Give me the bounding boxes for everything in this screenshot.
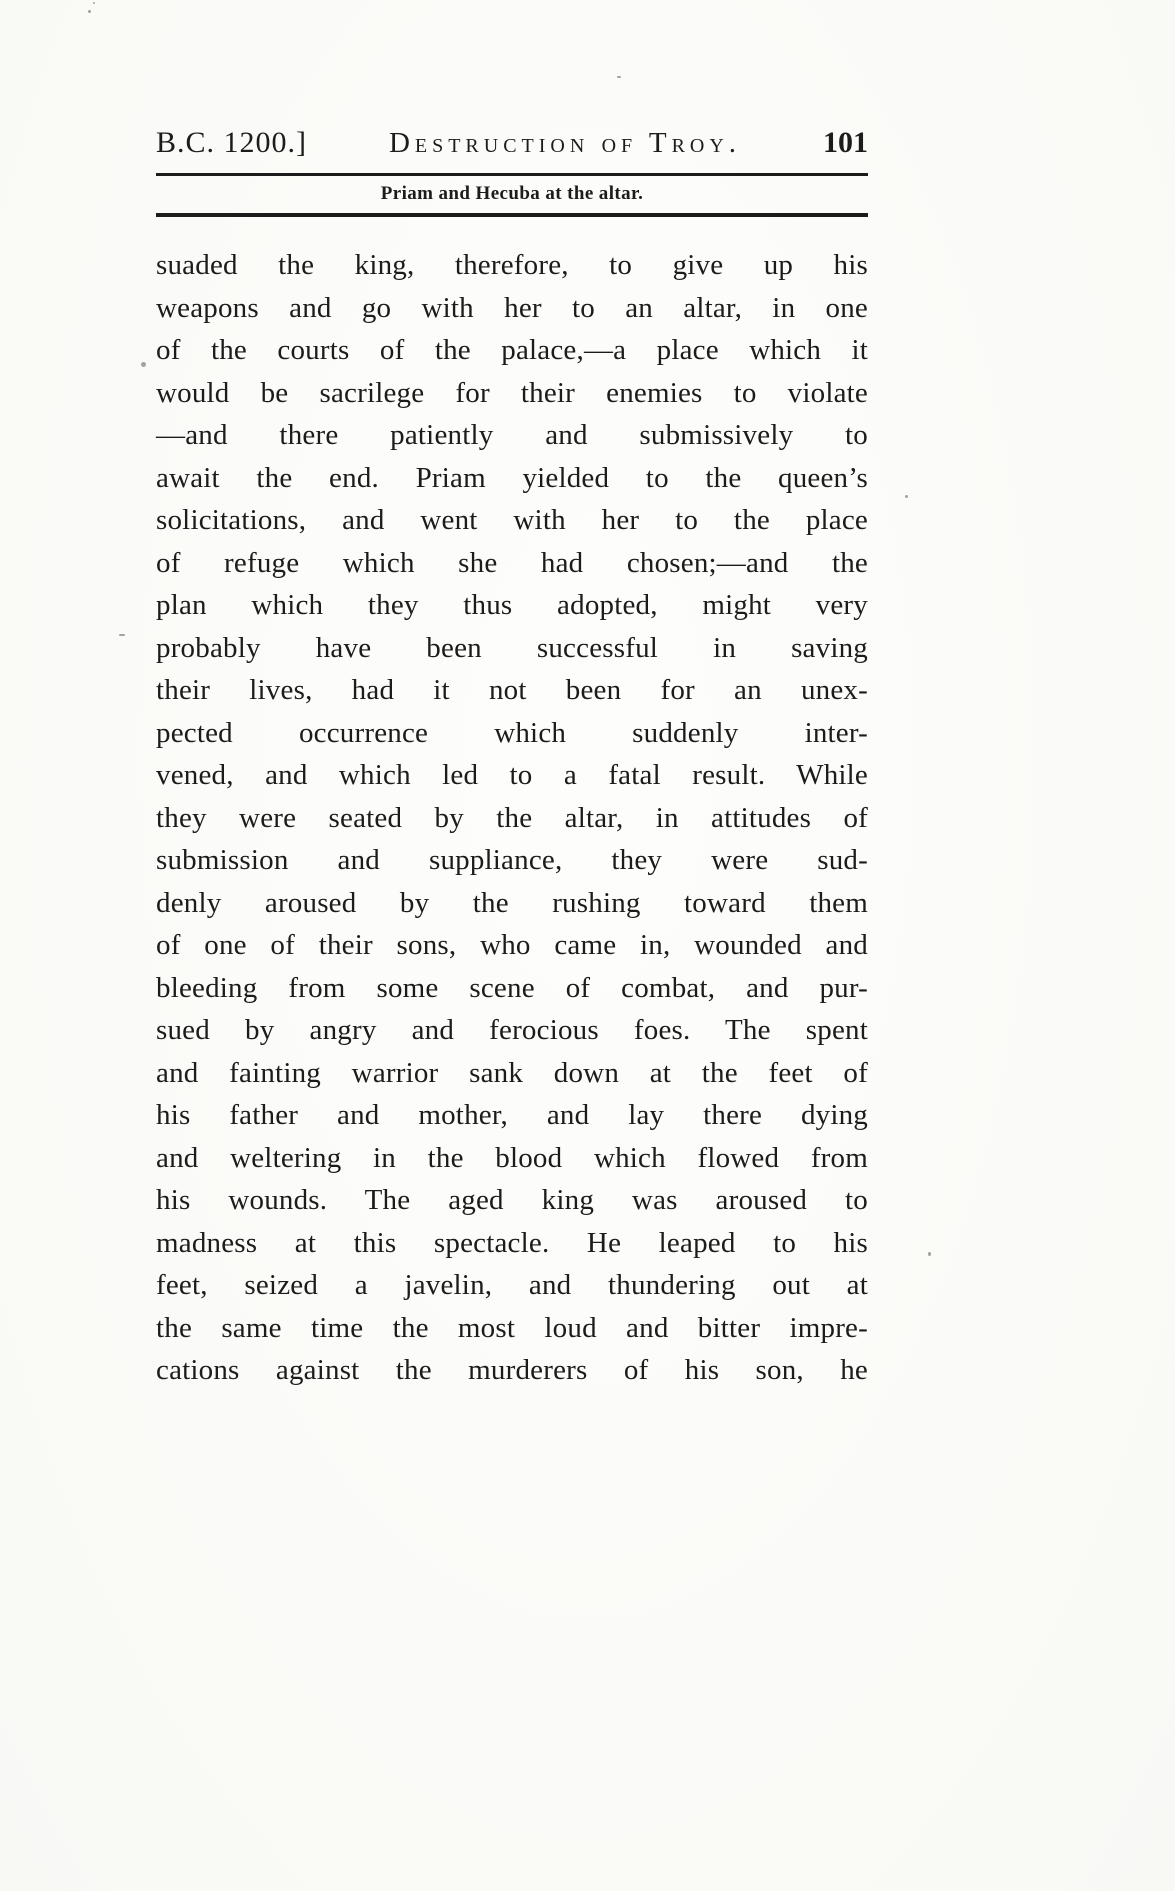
header-rule — [156, 173, 868, 176]
body-line: they were seated by the altar, in attitudes of — [156, 801, 868, 834]
scan-speck — [617, 76, 621, 78]
body-line: plan which they thus adopted, might very — [156, 589, 868, 621]
body-line: bleeding from some scene of combat, and pur- — [156, 971, 868, 1004]
body-line: sued by angry and ferocious foes. The spent — [156, 1014, 868, 1046]
body-line: of refuge which she had chosen;—and the — [156, 546, 868, 579]
header-date: B.C. 1200.] — [156, 126, 308, 159]
body-text — [156, 244, 868, 1392]
body-line: solicitations, and went with her to the place — [156, 504, 868, 536]
page-header — [156, 126, 868, 160]
body-line: submission and suppliance, they were sud- — [156, 844, 868, 876]
body-line: their lives, had it not been for an unex- — [156, 674, 868, 706]
body-line: probably have been successful in saving — [156, 631, 868, 664]
body-line: —and there patiently and submissively to — [156, 419, 868, 451]
body-line: madness at this spectacle. He leaped to his — [156, 1226, 868, 1259]
body-line: would be sacrilege for their enemies to violate — [156, 376, 868, 409]
body-line: feet, seized a javelin, and thundering out at — [156, 1269, 868, 1301]
body-line: await the end. Priam yielded to the queen’s — [156, 461, 868, 494]
body-line: suaded the king, therefore, to give up his — [156, 249, 868, 281]
scan-speck — [141, 362, 146, 367]
scan-speck — [119, 634, 125, 636]
body-line: the same time the most loud and bitter impre- — [156, 1311, 868, 1344]
body-line: and weltering in the blood which flowed from — [156, 1141, 868, 1174]
scan-speck — [88, 10, 91, 13]
running-head: Priam and Hecuba at the altar. — [380, 183, 644, 204]
body-line: and fainting warrior sank down at the feet of — [156, 1056, 868, 1089]
body-line: of the courts of the palace,—a place which it — [156, 334, 868, 366]
running-head-rule — [156, 213, 868, 217]
scan-speck — [905, 495, 908, 498]
body-line: denly aroused by the rushing toward them — [156, 886, 868, 919]
scan-speck — [93, 2, 95, 4]
page-content — [156, 126, 868, 1392]
header-page-number: 101 — [822, 126, 868, 159]
body-line: cations against the murderers of his son, he — [156, 1354, 868, 1386]
body-line: his father and mother, and lay there dying — [156, 1099, 868, 1131]
scan-speck — [928, 1252, 931, 1256]
body-line: his wounds. The aged king was aroused to — [156, 1184, 868, 1216]
body-line: of one of their sons, who came in, wounded and — [156, 929, 868, 961]
body-line: pected occurrence which suddenly inter- — [156, 716, 868, 749]
header-title: Destruction of Troy. — [388, 127, 742, 159]
body-line: weapons and go with her to an altar, in one — [156, 291, 868, 324]
body-line: vened, and which led to a fatal result. While — [156, 759, 868, 791]
